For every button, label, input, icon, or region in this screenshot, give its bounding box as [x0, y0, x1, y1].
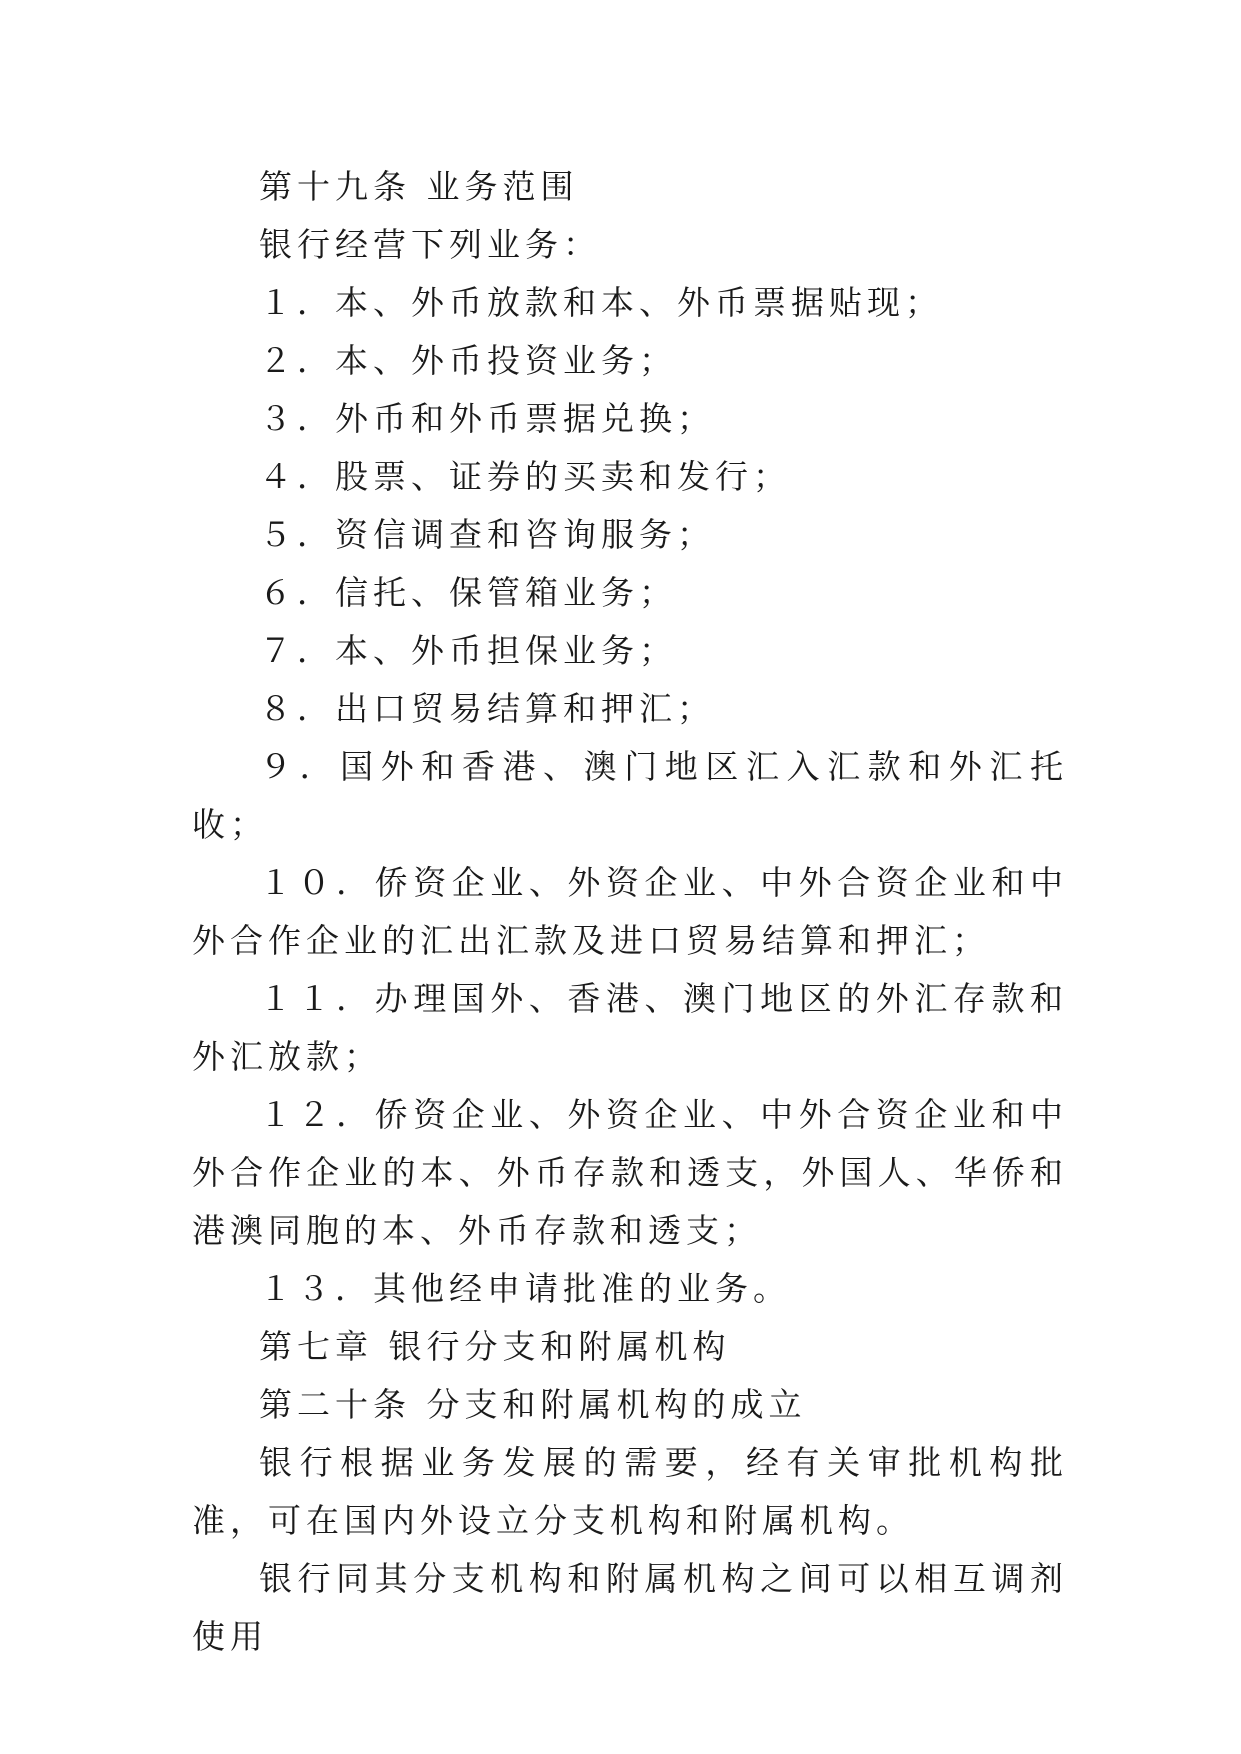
- business-item-11: １１．办理国外、香港、澳门地区的外汇存款和外汇放款；: [192, 979, 1068, 1076]
- article-20-heading: 第二十条 分支和附属机构的成立: [259, 1385, 807, 1424]
- article-20-paragraph-1: 银行根据业务发展的需要，经有关审批机构批准，可在国内外设立分支机构和附属机构。: [192, 1443, 1068, 1540]
- business-item-3: ３．外币和外币票据兑换；: [259, 399, 715, 438]
- business-item-10: １０．侨资企业、外资企业、中外合资企业和中外合作企业的汇出汇款及进口贸易结算和押汇；: [192, 863, 1068, 960]
- document-body: [192, 158, 1068, 1666]
- chapter-7-heading: 第七章 银行分支和附属机构: [259, 1327, 731, 1366]
- business-item-4: ４．股票、证券的买卖和发行；: [259, 457, 791, 496]
- business-item-6: ６．信托、保管箱业务；: [259, 573, 677, 612]
- business-item-7: ７．本、外币担保业务；: [259, 631, 677, 670]
- business-item-13: １３．其他经申请批准的业务。: [259, 1269, 791, 1308]
- business-item-12: １２．侨资企业、外资企业、中外合资企业和中外合作企业的本、外币存款和透支，外国人、华侨和港澳同胞的本、外币存款和透支；: [192, 1095, 1068, 1250]
- business-intro: 银行经营下列业务：: [259, 225, 601, 264]
- business-item-9: ９．国外和香港、澳门地区汇入汇款和外汇托收；: [192, 747, 1068, 844]
- business-item-1: １．本、外币放款和本、外币票据贴现；: [259, 283, 943, 322]
- business-item-2: ２．本、外币投资业务；: [259, 341, 677, 380]
- business-item-8: ８．出口贸易结算和押汇；: [259, 689, 715, 728]
- article-20-paragraph-2: 银行同其分支机构和附属机构之间可以相互调剂使用: [192, 1559, 1068, 1656]
- article-19-heading: 第十九条 业务范围: [259, 167, 579, 206]
- business-item-5: ５．资信调查和咨询服务；: [259, 515, 715, 554]
